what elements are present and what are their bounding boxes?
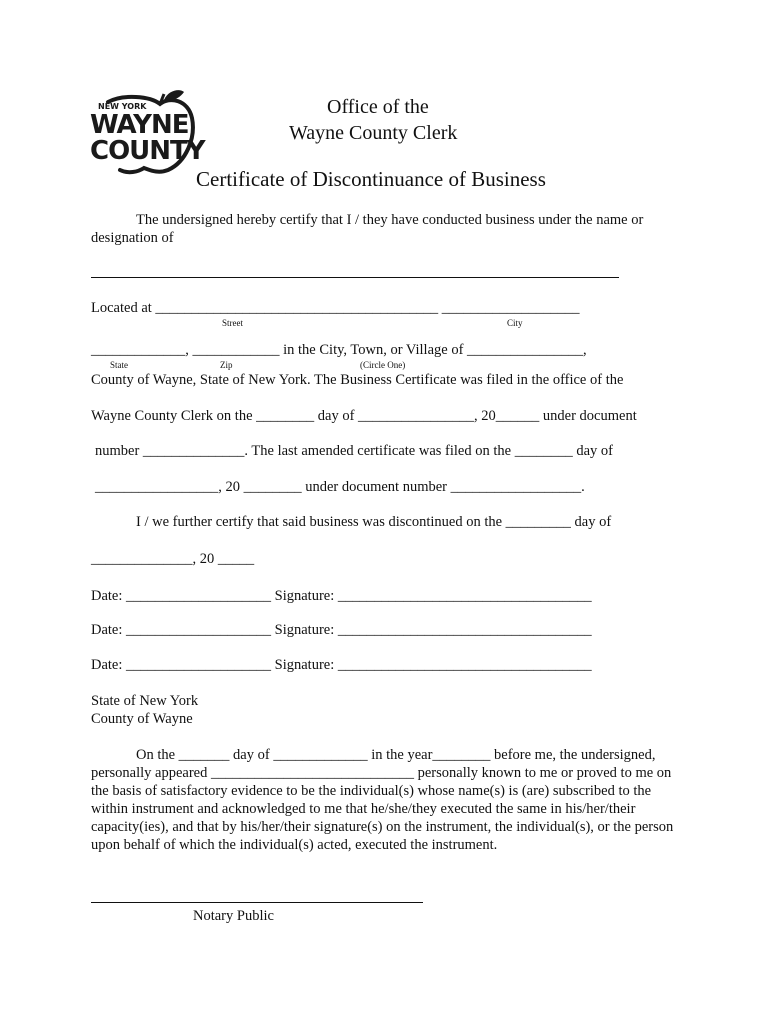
signature-row-2[interactable]: Date: ____________________ Signature: ___________________________________	[91, 622, 592, 638]
notary-state: State of New York	[91, 693, 199, 709]
notary-signature-line[interactable]	[91, 902, 423, 903]
signature-row-1[interactable]: Date: ____________________ Signature: ___________________________________	[91, 588, 592, 604]
office-line-2: Wayne County Clerk	[289, 122, 458, 144]
intro-line-1: The undersigned hereby certify that I / they have conducted business under the name or	[136, 212, 644, 228]
further-certify-line[interactable]: I / we further certify that said business was discontinued on the _________ day of	[136, 514, 612, 530]
wayne-county-logo	[88, 90, 205, 176]
logo-county: COUNTY	[90, 136, 205, 166]
zip-label: Zip	[220, 360, 233, 370]
business-name-field[interactable]	[91, 277, 619, 278]
clerk-line[interactable]: Wayne County Clerk on the ________ day of ________________, 20______ under document	[91, 408, 637, 424]
amended-date-line[interactable]: _________________, 20 ________ under document number __________________.	[95, 479, 585, 495]
county-line: County of Wayne, State of New York. The Business Certificate was filed in the office of the	[91, 372, 624, 388]
notary-public-label: Notary Public	[193, 908, 274, 924]
number-line[interactable]: number ______________. The last amended certificate was filed on the ________ day of	[95, 443, 613, 459]
city-label: City	[507, 318, 523, 328]
notary-paragraph: On the _______ day of _____________ in the year________ before me, the undersigned, personally appeared ____________________________ personally known to me or proved to me on the basis of satisfactory evidence to be the individual(s) whose name(s) is (are) subscribed to the within instrument and acknowledged to me that he/she/they executed the same in his/her/their capacity(ies), and that by his/her/their signature(s) on the instrument, the individual(s), or the person upon behalf of which the individual(s) acted, executed the instrument.	[91, 747, 674, 853]
logo-wayne: WAYNE	[90, 110, 189, 140]
year-line[interactable]: ______________, 20 _____	[91, 551, 255, 567]
located-at-line[interactable]: Located at _______________________________________ ___________________	[91, 300, 580, 316]
state-label: State	[110, 360, 128, 370]
signature-row-3[interactable]: Date: ____________________ Signature: ___________________________________	[91, 657, 592, 673]
circle-one-label: (Circle One)	[360, 360, 406, 370]
office-line-1: Office of the	[327, 96, 429, 118]
intro-line-2: designation of	[91, 230, 174, 246]
street-label: Street	[222, 318, 243, 328]
notary-county: County of Wayne	[91, 711, 193, 727]
logo-tagline: NEW YORK	[98, 102, 147, 111]
page-title: Certificate of Discontinuance of Business	[196, 167, 546, 191]
state-zip-line[interactable]: _____________, ____________ in the City, Town, or Village of ________________,	[91, 342, 587, 358]
